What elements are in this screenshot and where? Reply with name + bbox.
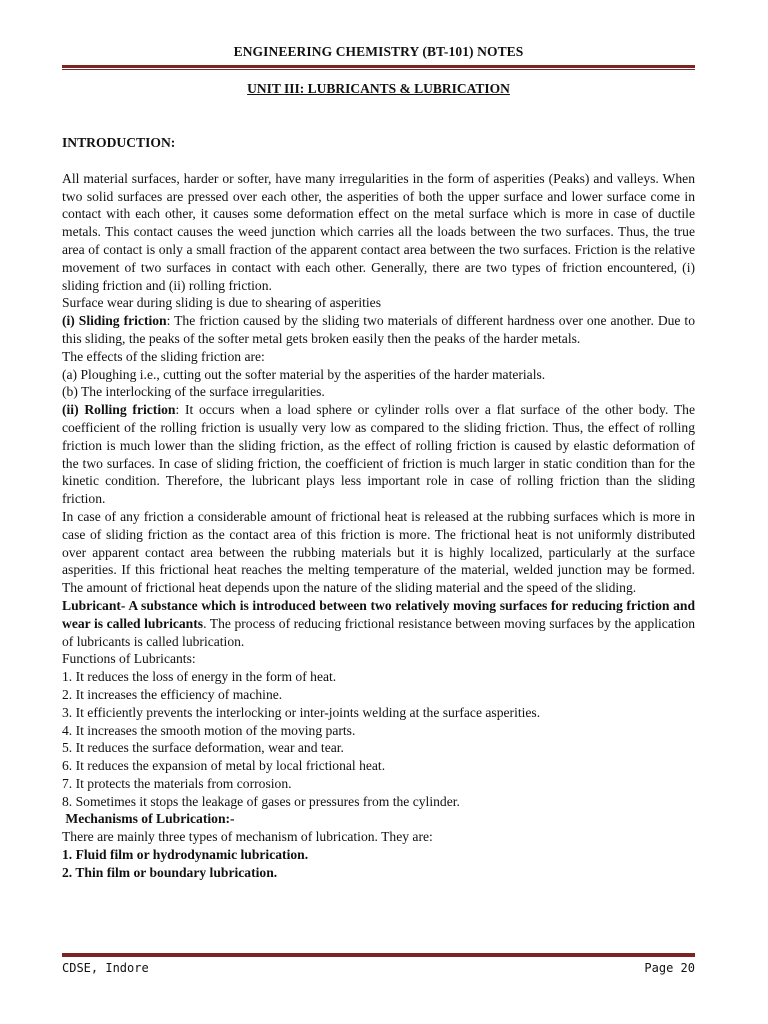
mechanisms-heading: Mechanisms of Lubrication:-	[62, 811, 235, 827]
effect-b: (b) The interlocking of the surface irregularities.	[62, 384, 325, 400]
footer-rule	[62, 952, 695, 957]
sliding-friction-label: (i) Sliding friction	[62, 313, 167, 329]
header-rule	[62, 65, 695, 70]
function-item: 6. It reduces the expansion of metal by local frictional heat.	[62, 758, 386, 774]
effects-heading: The effects of the sliding friction are:	[62, 348, 265, 364]
function-item: 8. Sometimes it stops the leakage of gases or pressures from the cylinder.	[62, 793, 460, 809]
function-item: 7. It protects the materials from corrosion.	[62, 775, 292, 791]
lubricant-definition-rest: . The process of reducing frictional resistance between moving surfaces by the application of lubricants is called lubrication.	[62, 615, 695, 649]
rolling-friction-label: (ii) Rolling friction	[62, 402, 176, 418]
sliding-friction-paragraph	[62, 312, 695, 348]
effect-a: (a) Ploughing i.e., cutting out the softer material by the asperities of the harder materials.	[62, 366, 546, 382]
intro-heading: INTRODUCTION:	[62, 135, 176, 150]
function-item: 2. It increases the efficiency of machine.	[62, 686, 283, 702]
footer-institution: CDSE, Indore	[62, 961, 149, 975]
functions-heading: Functions of Lubricants:	[62, 651, 196, 667]
function-item: 1. It reduces the loss of energy in the form of heat.	[62, 669, 337, 685]
page-number: Page 20	[644, 961, 695, 975]
function-item: 5. It reduces the surface deformation, wear and tear.	[62, 740, 344, 756]
unit-title: UNIT III: LUBRICANTS & LUBRICATION	[247, 81, 510, 96]
rolling-friction-paragraph	[62, 401, 695, 508]
mechanism-item: 2. Thin film or boundary lubrication.	[62, 864, 278, 880]
mechanism-item: 1. Fluid film or hydrodynamic lubrication.	[62, 847, 309, 863]
lubricant-definition: Lubricant- A substance which is introduced between two relatively moving surfaces for reducing friction and wear is called lubricants	[62, 597, 695, 631]
lubricant-definition-paragraph	[62, 597, 695, 650]
frictional-heat-paragraph: In case of any friction a considerable amount of frictional heat is released at the rubbing surfaces which is more in case of sliding friction as the contact area of this friction is more. The frictional heat is not uniformly distributed over apparent contact area between the rubbing materials but it is highly localized, particularly at the surface asperities. If this frictional heat reaches the melting temperature of the material, welded junction may be formed. The amount of frictional heat depends upon the nature of the sliding material and the speed of the sliding.	[62, 508, 695, 596]
wear-line: Surface wear during sliding is due to shearing of asperities	[62, 295, 381, 311]
mechanisms-intro: There are mainly three types of mechanism of lubrication. They are:	[62, 829, 433, 845]
function-item: 4. It increases the smooth motion of the moving parts.	[62, 722, 356, 738]
function-item: 3. It efficiently prevents the interlocking or inter-joints welding at the surface asperities.	[62, 704, 541, 720]
sliding-friction-text: : The friction caused by the sliding two materials of different hardness over one another. Due to this sliding, the peaks of the softer metal gets broken easily then the peaks of the harder metals.	[62, 313, 696, 346]
rolling-friction-text: : It occurs when a load sphere or cylinder rolls over a flat surface of the other body. The coefficient of the rolling friction is usually very low as compared to the sliding friction. Thus, the effect of rolling friction is much lower than the sliding friction, as the effect of rolling friction is caused by elastic deformation of the two surfaces. In case of sliding friction, the coefficient of friction is much larger in static condition than for the kinetic condition. Therefore, the lubricant plays less important role in case of rolling friction than the sliding friction.	[62, 402, 695, 507]
intro-paragraph: All material surfaces, harder or softer, have many irregularities in the form of asperities (Peaks) and valleys. When two solid surfaces are pressed over each other, the asperities of both the upper surface and lower surface come in contact with each other, it causes some deformation effect on the metal surface which is more in case of ductile metals. This contact causes the weed junction which carries all the loads between the two surfaces. Thus, the true area of contact is only a small fraction of the apparent contact area between the two surfaces. Friction is the relative movement of two surfaces in contact with each other. Generally, there are two types of friction encountered, (i) sliding friction and (ii) rolling friction.	[62, 170, 695, 293]
document-header-title: ENGINEERING CHEMISTRY (BT-101) NOTES	[233, 44, 524, 59]
document-body	[62, 134, 695, 882]
